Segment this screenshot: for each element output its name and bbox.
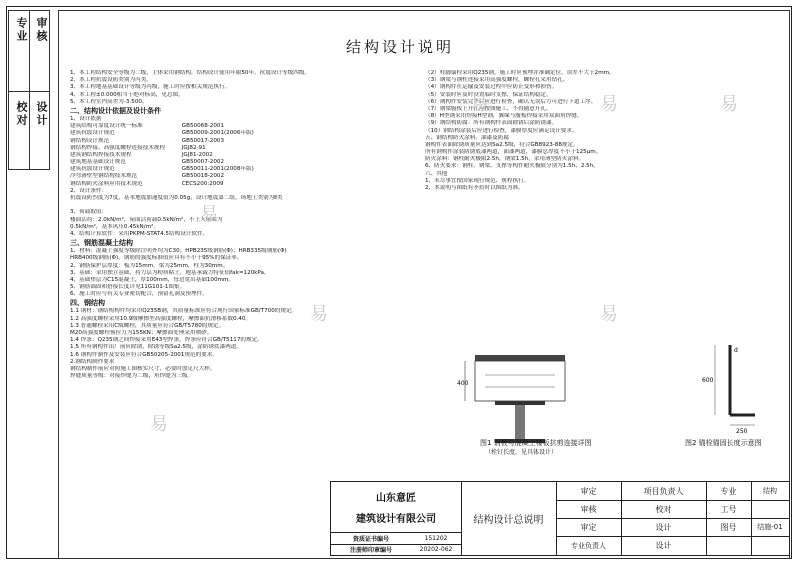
watermark: 易 [600,304,618,325]
approve-label: 审定 [580,486,597,496]
dim-label-diameter: d [734,347,738,354]
note-line: 1.1 钢材：钢结构构件均采用Q235B钢，其质量标准应符合现行国家标准GB/T700的规定。 [70,308,298,315]
note-line: 1.3 普通螺栓采用C级螺栓，其质量应符合GB/T5780的规定。 [70,322,225,329]
strip-label-check: 校对 [15,101,28,127]
note-line: （3）钢梁与钢柱连接采用高强度螺栓，螺栓孔采用钻孔。 [425,77,569,84]
concrete-slab [475,361,565,401]
note-line: 所有钢构件涂装防锈底漆两道，面漆两道，漆膜总厚度不小于125μm。 [425,149,602,156]
job-no-value [751,500,789,518]
intro-line: 1、本工程结构安全等级为二级，主体采用钢结构，结构设计使用年限50年。抗震设计等级四级。 [70,70,311,76]
standard-row [70,173,410,180]
standard-code: GB50017-2003 [181,137,225,144]
standard-row [70,166,410,173]
note-line: 六、其他 [425,170,448,177]
watermark: 易 [600,94,618,115]
note-line: （5）安装时应及时设置临时支撑，保证结构稳定。 [425,91,552,98]
discipline-label: 专业 [720,486,737,496]
note-line: 1.4 焊条：Q235钢之间焊接采用E43型焊条，焊条应符合GB/T5117的规定。 [70,337,263,344]
cert-number: 151202 [424,534,448,542]
standard-name: 钢结构焊接、高强度螺栓连接技术规程 [70,144,166,151]
note-line: 4、基础垫层为C15混凝土，厚100mm，每边宽出基础100mm。 [70,276,235,283]
dim-label-hook: 250 [736,428,748,435]
note-line: （4）钢构件在运输及安装过程中应防止变形和损伤。 [425,84,558,91]
note-line: 3、基础：采用独立基础，持力层为粉质粘土，地基承载力特征值fak=120kPa。 [70,269,270,276]
note-line: 3、荷载取值： [70,209,108,216]
project-lead-label: 项目负责人 [643,486,684,496]
standard-name: 钢结构设计规范 [70,137,110,144]
note-line: 焊缝质量等级：对接焊缝为二级，角焊缝为三级。 [70,373,194,380]
figure1-subcaption: （栓钉长度，见具体设计） [485,449,558,456]
standard-row [70,130,410,137]
standard-name: 建筑抗震设计规范 [70,130,115,137]
left-signature-strip [8,10,50,170]
standard-code: JGJ81-2002 [181,151,213,158]
note-line: 1.6 钢构件制作及安装应符合GB50205-2001规范的要求。 [70,351,218,358]
note-line: 抗震设防烈度为7度，基本地震加速度值为0.05g，设计地震第二组，场地土类别为Ⅱ类 [70,195,283,201]
dim-label-length: 600 [702,377,714,384]
watermark: 易 [720,94,738,115]
note-line: 防火涂料：钢柱耐火极限2.5h，钢梁1.5h，采用薄型防火涂料。 [425,156,585,163]
watermark: 易 [150,414,168,435]
discipline-lead-label: 专业负责人 [571,541,606,550]
note-line: （6）钢构件安装完毕后应进行检查，确认无误后方可进行下道工序。 [425,98,597,105]
strip-label-review: 审核 [35,17,48,43]
note-line: 钢结构制作前应对照施工图核实尺寸，必要时放足尺大样。 [70,365,216,372]
standard-row [70,123,410,130]
note-line: HRB400级钢筋(Φ)，钢筋的强度标准值应具有不小于95%的保证率。 [70,255,243,262]
job-no-label: 工号 [720,504,737,514]
steel-flange-top [495,401,545,405]
review-label: 审核 [580,504,597,514]
steel-web [515,401,525,441]
section-heading: 四、钢结构 [70,299,105,308]
dim-label-slab: 400 [457,380,469,387]
standard-name: 冷弯薄壁型钢结构技术规范 [70,173,138,180]
note-line: 2、钢筋保护层厚度：板为15mm，梁为25mm，柱为30mm。 [70,262,229,269]
watermark: 易 [310,304,328,325]
watermark: 易 [200,204,218,225]
note-line: 五、钢结构防火涂料、油漆及防腐 [425,134,509,141]
standard-code: GB50068-2001 [181,123,225,130]
note-line: （9）钢结构防腐：所有钢构件表面除锈后涂防锈漆。 [425,120,558,127]
note-line: 钢构件表面除锈质量应达到Sa2.5级，符合GB8923-88规定。 [425,141,579,148]
standard-name: 钢结构防火涂料应用技术规范 [70,180,143,187]
note-line: 6、施工时应与有关专业密切配合，预留孔洞及预埋件。 [70,291,208,298]
design-label-2: 设计 [655,541,672,550]
standard-code: GB50011-2001(2008年版) [181,166,254,173]
section-heading: 三、钢筋混凝土结构 [70,239,133,248]
design-label: 设计 [655,522,672,532]
watermark: 易 [470,94,488,115]
company-name-line1: 山东意匠 [376,492,416,504]
standard-name: 建筑抗震设计规范 [70,166,115,173]
note-line: 2、设计条件： [70,187,108,194]
intro-line: 3、本工程地基基础设计等级为丙级，施工时应按相关规范执行。 [70,84,231,91]
note-line: 2.钢结构制作要求 [70,358,115,365]
standard-code: GB50007-2002 [181,159,225,166]
figure-anchor-bolt [690,340,780,435]
dwg-no-value: 结施-01 [757,523,783,531]
note-line: （7）钢梁腹板上开孔应按图施工，不得随意开孔。 [425,105,552,112]
standard-row [70,145,410,152]
note-line: 2、本说明与图纸有矛盾时以图纸为准。 [425,185,524,191]
note-line: （2）柱脚锚栓采用Q235钢，施工时应预埋并准确定位，误差不大于2mm。 [425,70,615,76]
company-name-line2: 建筑设计有限公司 [356,513,436,525]
standard-code: GB50009-2001(2006年版) [181,130,254,137]
note-line: 1、未尽事宜按国家现行规范、规程执行。 [425,177,530,184]
check-label: 校对 [655,504,672,514]
figure2-caption: 图2 锚栓锚固长度示意图 [685,439,762,447]
note-line: M20高强度螺栓预拉力为155KN；摩擦面处理采用喷砂。 [70,330,213,336]
note-line: 1.5 所有钢构件出厂前应除锈，除锈等级Sa2.5级，涂防锈底漆两道。 [70,344,242,351]
note-line: （10）钢结构涂装后应进行检查，漆膜厚度应满足设计要求。 [425,127,578,134]
drawing-name: 结构设计总说明 [473,515,544,526]
standard-row [70,181,410,188]
note-line: 1、材料：混凝土强度等级除注明外均为C30；HPB235级钢筋(Φ)；HRB335级钢筋(Φ) [70,248,287,255]
standard-code: GB50018-2002 [181,173,225,180]
approve-label-2: 审定 [580,522,597,532]
standard-code: JGJ82-91 [181,144,206,151]
strip-label-discipline: 专业 [15,17,28,43]
slab-top-plate [475,355,565,361]
page-title: 结构设计说明 [346,38,455,56]
figure1-caption: 图1 钢板与混凝土楼板抗剪连接详图 [480,439,592,447]
section-heading: 二、结构设计依据及设计条件 [70,106,161,115]
standard-row [70,138,410,145]
note-line: 0.5kN/m²，基本风压0.45kN/m²。 [70,223,159,230]
standard-name: 建筑地基基础设计规范 [70,159,126,166]
note-line [70,202,410,209]
note-line: （8）H型钢采用焊接H型钢，翼缘与腹板焊接采用双面角焊缝。 [425,113,583,120]
reg-label: 注册师印章编号 [349,547,392,554]
discipline-value: 结构 [763,487,777,495]
notes-column-right [425,70,775,192]
strip-label-design: 设计 [35,101,48,127]
note-line: 4、结构计算软件：采用PKPM-STAT4.5结构设计软件。 [70,230,209,237]
note-line: 5、钢筋锚固和搭接长度详见11G101-1图集。 [70,284,186,291]
intro-line: 5、本工程室内高差为-3.500。 [70,98,148,105]
standard-name: 建筑结构可靠度设计统一标准 [70,123,143,130]
subheading: 1、设计依据 [70,115,102,122]
notes-column-left [70,70,410,380]
standard-row [70,159,410,166]
intro-line: 4、本工程±0.000相当于绝对标高，见总图。 [70,91,184,98]
standard-row [70,152,410,159]
intro-line: 2、本工程抗震设防类别为丙类。 [70,77,152,84]
note-line: 6、防火要求：钢柱、钢梁、支撑等构件耐火极限分别为1.5h、2.5h。 [425,163,599,170]
note-line: 1.2 高强度螺栓采用10.9级摩擦型高强度螺栓，摩擦面抗滑移系数0.40。 [70,315,252,322]
note-line: 楼面活荷：2.0kN/m²，屋面活荷载0.5kN/m²，不上人屋面为 [70,216,223,223]
standard-name: 建筑钢结构焊接技术规程 [70,151,132,158]
cert-label: 资质证书编号 [352,535,389,543]
reg-number: 20202-062 [419,546,453,553]
title-block [330,481,790,556]
dwg-no-label: 图号 [720,522,737,532]
standard-code: CECS200:2009 [181,180,224,187]
